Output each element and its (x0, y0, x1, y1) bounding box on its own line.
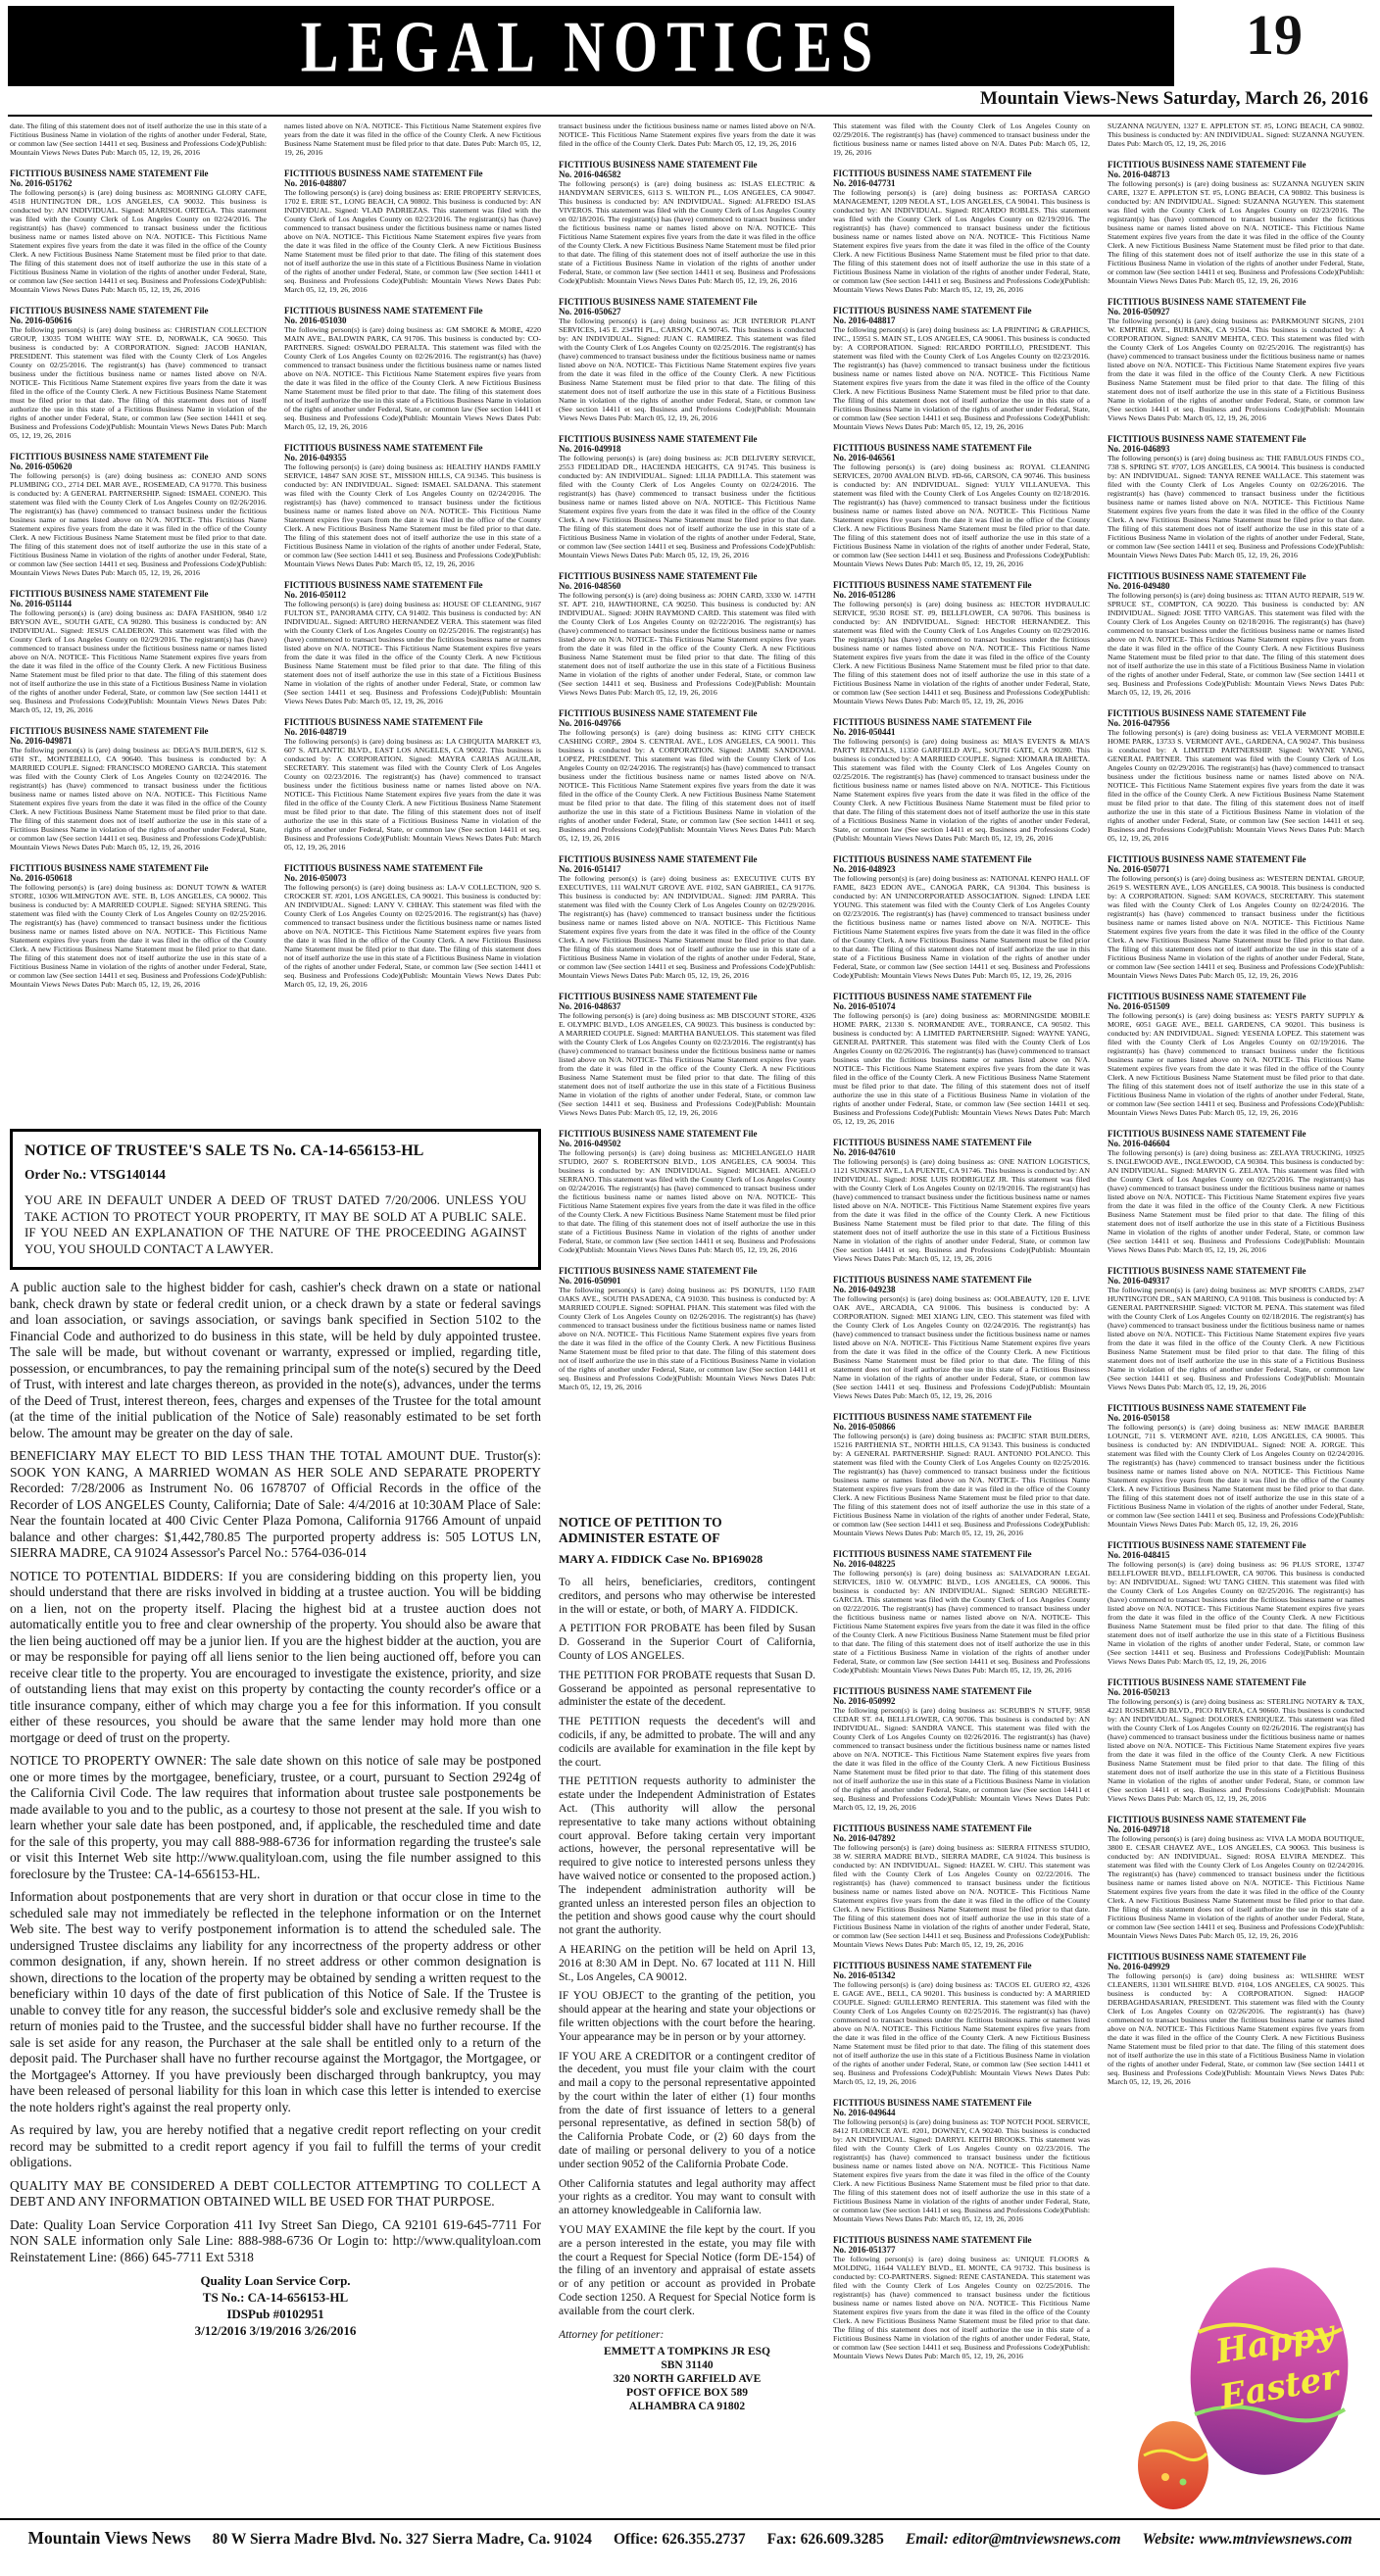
paragraph: SBN 31140 (661, 2358, 714, 2371)
footer-website: Website: www.mtnviewsnews.com (1142, 2531, 1353, 2548)
fbn-notice (1108, 1677, 1364, 1803)
fbn-notice (833, 1961, 1090, 2086)
fbn-notice-file-number: No. 2016-047956 (1108, 718, 1170, 728)
fbn-notice (10, 306, 267, 440)
fbn-notice (284, 443, 541, 568)
paragraph: IF YOU OBJECT to the granting of the petition, you should appear at the hearing and state your objections or file written objections with the court before the hearing. Your appearance may be in person or by your attorney. (559, 1990, 815, 2043)
fbn-notice-body: The following person(s) is (are) doing business as: NATIONAL KENPO HALL OF FAME, 8423 EDON AVE., CANOGA PARK, CA 91304. This business is conducted by: AN UNINCORPORATED ASSOCIATION. Signed: LINDA LEE YOUNG. This statement was filed with the County Clerk of Los Angeles County on 02/23/2016. The registrant(s) has (have) commenced to transact business under the fictitious business name or names listed above on N/A. NOTICE- This Fictitious Name Statement expires five years from the date it was filed in the office of the County Clerk. A new Fictitious Business Name Statement must be filed prior to that date. The filing of this statement does not of itself authorize the use in this state of a Fictitious Business Name in violation of the rights of another under Federal, State, or common law (See section 14411 et seq. Business and Professions Code)(Publish: Mountain Views News Dates Pub: March 05, 12, 19, 26, 2016 (833, 874, 1090, 980)
fbn-notice-heading: FICTITIOUS BUSINESS NAME STATEMENT File (10, 589, 209, 599)
fbn-notice-file-number: No. 2016-048807 (284, 178, 347, 188)
fbn-notice-body: The following person(s) is (are) doing business as: ERIE PROPERTY SERVICES, 1702 E. ERIE ST., LONG BEACH, CA 90802. This business is conducted by: AN INDIVIDUAL. Signed: VLAD PADRIEZAS. This statement was filed with the County Clerk of Los Angeles County on 02/23/2016. The registrant(s) has (have) commenced to transact business under the fictitious business name or names listed above on N/A. NOTICE- This Fictitious Name Statement expires five years from the date it was filed in the office of the County Clerk. A new Fictitious Business Name Statement must be filed prior to that date. The filing of this statement does not of itself authorize the use in this state of a Fictitious Business Name in violation of the rights of another under Federal, State, or common law (See section 14411 et seq. Business and Professions Code)(Publish: Mountain Views News Dates Pub: March 05, 12, 19, 26, 2016 (284, 188, 541, 294)
fbn-notice-file-number: No. 2016-050073 (284, 873, 347, 883)
paragraph: IF YOU ARE A CREDITOR or a contingent creditor of the decedent, you must file your claim with the court and mail a copy to the personal representative appointed by the court within the later of either (1) four months from the date of first issuance of letters to a general personal representative, as defined in section 58(b) of the California Probate Code, or (2) 60 days from the date of mailing or personal delivery to you of a notice under section 9052 of the California Probate Code. (559, 2050, 815, 2170)
footer-office-phone: Office: 626.355.2737 (613, 2531, 746, 2548)
fbn-notice-body: The following person(s) is (are) doing business as: SUZANNA NGUYEN SKIN CARE, 1327 E. APPLETON ST. #5, LONG BEACH, CA 90802. This business is conducted by: AN INDIVIDUAL. Signed: SUZANNA NGUYEN. This statement was filed with the County Clerk of Los Angeles County on 02/23/2016. The registrant(s) has (have) commenced to transact business under the fictitious business name or names listed above on N/A. NOTICE- This Fictitious Name Statement expires five years from the date it was filed in the office of the County Clerk. A new Fictitious Business Name Statement must be filed prior to that date. The filing of this statement does not of itself authorize the use in this state of a Fictitious Business Name in violation of the rights of another under Federal, State, or common law (See section 14411 et seq. Business and Professions Code)(Publish: Mountain Views News Dates Pub: March 05, 12, 19, 26, 2016 (1108, 179, 1364, 285)
fbn-notice-heading: FICTITIOUS BUSINESS NAME STATEMENT File (833, 2098, 1032, 2108)
fbn-notice-body: The following person(s) is (are) doing business as: LA CHIQUITA MARKET #3, 607 S. ATLANTIC BLVD., EAST LOS ANGELES, CA 90022. This business is conducted by: A CORPORATION. Signed: MAYRA CARIAS AGUILAR, SECRETARY. This statement was filed with the County Clerk of Los Angeles County on 02/23/2016. The registrant(s) has (have) commenced to transact business under the fictitious business name or names listed above on N/A. NOTICE- This Fictitious Name Statement expires five years from the date it was filed in the office of the County Clerk. A new Fictitious Business Name Statement must be filed prior to that date. The filing of this statement does not of itself authorize the use in this state of a Fictitious Business Name in violation of the rights of another under Federal, State, or common law (See section 14411 et seq. Business and Professions Code)(Publish: Mountain Views News Dates Pub: March 05, 12, 19, 26, 2016 (284, 737, 541, 851)
fbn-notice-heading: FICTITIOUS BUSINESS NAME STATEMENT File (10, 726, 209, 736)
fbn-notice-heading: FICTITIOUS BUSINESS NAME STATEMENT File (833, 1275, 1032, 1285)
notice-continuation: transact business under the fictitious business name or names listed above on N/A. NOTICE- This Fictitious Name Statement expires five years from the date it was filed in the office of the County Clerk. Dates Pub: March 05, 12, 19, 26, 2016 (559, 122, 815, 148)
fbn-notice-body: The following person(s) is (are) doing business as: DONUT TOWN & WATER STORE, 10306 WILMINGTON AVE. STE. B, LOS ANGELES, CA 90002. This business is conducted by: A MARRIED COUPLE. Signed: SEYHA SRENG. This statement was filed with the County Clerk of Los Angeles County on 02/25/2016. The registrant(s) has (have) commenced to transact business under the fictitious business name or names listed above on N/A. NOTICE- This Fictitious Name Statement expires five years from the date it was filed in the office of the County Clerk. A new Fictitious Business Name Statement must be filed prior to that date. The filing of this statement does not of itself authorize the use in this state of a Fictitious Business Name in violation of the rights of another under Federal, State, or common law (See section 14411 et seq. Business and Professions Code)(Publish: Mountain Views News Dates Pub: March 05, 12, 19, 26, 2016 (10, 883, 267, 989)
fbn-notice-body: The following person(s) is (are) doing business as: MICHELANGELO HAIR STUDIO, 2607 S. ROBERTSON BLVD., LOS ANGELES, CA 90034. This business is conducted by: AN INDIVIDUAL. Signed: MICHAEL ANGELO SERRANO. This statement was filed with the County Clerk of Los Angeles County on 02/24/2016. The registrant(s) has (have) commenced to transact business under the fictitious business name or names listed above on N/A. NOTICE- This Fictitious Name Statement expires five years from the date it was filed in the office of the County Clerk. A new Fictitious Business Name Statement must be filed prior to that date. The filing of this statement does not of itself authorize the use in this state of a Fictitious Business Name in violation of the rights of another under Federal, State, or common law (See section 14411 et seq. Business and Professions Code)(Publish: Mountain Views News Dates Pub: March 05, 12, 19, 26, 2016 (559, 1148, 815, 1254)
fbn-notice-file-number: No. 2016-048923 (833, 864, 896, 874)
fbn-notice (559, 297, 815, 422)
fbn-notice-heading: FICTITIOUS BUSINESS NAME STATEMENT File (284, 306, 483, 316)
petition-heading-line2: ADMINISTER ESTATE OF (559, 1531, 720, 1545)
fbn-notice-file-number: No. 2016-046893 (1108, 444, 1170, 454)
fbn-notice-file-number: No. 2016-051030 (284, 316, 347, 325)
fbn-notice-body: The following person(s) is (are) doing business as: ISLAS ELECTRIC & HANDYMAN SERVICES, 6113 S. WILTON PL., LOS ANGELES, CA 90047. This business is conducted by: AN INDIVIDUAL. Signed: ALFREDO ISLAS VIVEROS. This statement was filed with the County Clerk of Los Angeles County on 02/18/2016. The registrant(s) has (have) commenced to transact business under the fictitious business name or names listed above on N/A. NOTICE- This Fictitious Name Statement expires five years from the date it was filed in the office of the County Clerk. A new Fictitious Business Name Statement must be filed prior to that date. The filing of this statement does not of itself authorize the use in this state of a Fictitious Business Name in violation of the rights of another under Federal, State, or common law (See section 14411 et seq. Business and Professions Code)(Publish: Mountain Views News Dates Pub: March 05, 12, 19, 26, 2016 (559, 179, 815, 285)
page-number: 19 (1246, 3, 1303, 67)
paragraph: EMMETT A TOMPKINS JR ESQ (604, 2345, 770, 2357)
fbn-notice-file-number: No. 2016-051144 (10, 599, 72, 608)
fbn-notice-body: The following person(s) is (are) doing business as: THE FABULOUS FINDS CO., 738 S. SPRING ST. #707, LOS ANGELES, CA 90014. This business is conducted by: AN INDIVIDUAL. Signed: TANYA RENEE WALLACE. This statement was filed with the County Clerk of Los Angeles County on 02/26/2016. The registrant(s) has (have) commenced to transact business under the fictitious business name or names listed above on N/A. NOTICE- This Fictitious Name Statement expires five years from the date it was filed in the office of the County Clerk. A new Fictitious Business Name Statement must be filed prior to that date. The filing of this statement does not of itself authorize the use in this state of a Fictitious Business Name in violation of the rights of another under Federal, State, or common law (See section 14411 et seq. Business and Professions Code)(Publish: Mountain Views News Dates Pub: March 05, 12, 19, 26, 2016 (1108, 454, 1364, 559)
fbn-notice-file-number: No. 2016-048817 (833, 316, 896, 325)
fbn-notice-heading: FICTITIOUS BUSINESS NAME STATEMENT File (833, 1138, 1032, 1147)
fbn-notice-heading: FICTITIOUS BUSINESS NAME STATEMENT File (559, 1266, 758, 1276)
paragraph: ALHAMBRA CA 91802 (628, 2400, 746, 2412)
trustee-sale-body (10, 1280, 541, 2265)
fbn-notice (1108, 708, 1364, 843)
fbn-notice-file-number: No. 2016-051377 (833, 2245, 896, 2255)
fbn-notice-heading: FICTITIOUS BUSINESS NAME STATEMENT File (833, 854, 1032, 864)
petition-case-number: MARY A. FIDDICK Case No. BP169028 (559, 1552, 764, 1566)
fbn-notice-body: The following person(s) is (are) doing business as: MORNINGSIDE MOBILE HOME PARK, 21330 S. NORMANDIE AVE., TORRANCE, CA 90502. This business is conducted by: A LIMITED PARTNERSHIP. Signed: WAYNE YANG, GENERAL PARTNER. This statement was filed with the County Clerk of Los Angeles County on 02/26/2016. The registrant(s) has (have) commenced to transact business under the fictitious business name or names listed above on N/A. NOTICE- This Fictitious Name Statement expires five years from the date it was filed in the office of the County Clerk. A new Fictitious Business Name Statement must be filed prior to that date. The filing of this statement does not of itself authorize the use in this state of a Fictitious Business Name in violation of the rights of another under Federal, State, or common law (See section 14411 et seq. Business and Professions Code)(Publish: Mountain Views News Dates Pub: March 05, 12, 19, 26, 2016 (833, 1011, 1090, 1126)
notice-column-5 (1108, 122, 1364, 2238)
fbn-notice (284, 306, 541, 431)
fbn-notice-heading: FICTITIOUS BUSINESS NAME STATEMENT File (559, 571, 758, 581)
fbn-notice-body: The following person(s) is (are) doing business as: JOHN CARD, 3330 W. 147TH ST. APT. 210, HAWTHORNE, CA 90250. This business is conducted by: AN INDIVIDUAL. Signed: JOHN RAYMOND CARD. This statement was filed with the County Clerk of Los Angeles County on 02/22/2016. The registrant(s) has (have) commenced to transact business under the fictitious business name or names listed above on N/A. NOTICE- This Fictitious Name Statement expires five years from the date it was filed in the office of the County Clerk. A new Fictitious Business Name Statement must be filed prior to that date. The filing of this statement does not of itself authorize the use in this state of a Fictitious Business Name in violation of the rights of another under Federal, State, or common law (See section 14411 et seq. Business and Professions Code)(Publish: Mountain Views News Dates Pub: March 05, 12, 19, 26, 2016 (559, 591, 815, 697)
paragraph: 3/12/2016 3/19/2016 3/26/2016 (194, 2323, 357, 2338)
notice-column-4 (833, 122, 1090, 2508)
notice-continuation: date. The filing of this statement does not of itself authorize the use in this state of a Fictitious Business Name in violation of the rights of another under Federal, State, or common law (See section 14411 et seq. Business and Professions Code)(Publish: Mountain Views News Dates Pub: March 05, 12, 19, 26, 2016 (10, 122, 267, 157)
paragraph: TS No.: CA-14-656153-HL (202, 2290, 349, 2305)
paragraph: IDSPub #0102951 (226, 2307, 324, 2321)
fbn-notice-heading: FICTITIOUS BUSINESS NAME STATEMENT File (284, 169, 483, 178)
fbn-notice (284, 717, 541, 851)
fbn-notice-body: The following person(s) is (are) doing business as: DAFA FASHION, 9840 1/2 BRYSON AVE., SOUTH GATE, CA 90280. This business is conducted by: AN INDIVIDUAL. Signed: JESUS CALDERON. This statement was filed with the County Clerk of Los Angeles County on 02/29/2016. The registrant(s) has (have) commenced to transact business under the fictitious business name or names listed above on N/A. NOTICE- This Fictitious Name Statement expires five years from the date it was filed in the office of the County Clerk. A new Fictitious Business Name Statement must be filed prior to that date. The filing of this statement does not of itself authorize the use in this state of a Fictitious Business Name in violation of the rights of another under Federal, State, or common law (See section 14411 et seq. Business and Professions Code)(Publish: Mountain Views News Dates Pub: March 05, 12, 19, 26, 2016 (10, 608, 267, 714)
fbn-notice-file-number: No. 2016-049718 (1108, 1824, 1170, 1834)
fbn-notice-heading: FICTITIOUS BUSINESS NAME STATEMENT File (10, 452, 209, 462)
fbn-notice-heading: FICTITIOUS BUSINESS NAME STATEMENT File (1108, 1952, 1306, 1962)
easter-text-easter: Easter (1216, 2357, 1343, 2417)
fbn-notice (1108, 571, 1364, 697)
fbn-notice (1108, 1815, 1364, 1940)
fbn-notice (559, 1129, 815, 1254)
fbn-notice (284, 169, 541, 294)
fbn-notice-heading: FICTITIOUS BUSINESS NAME STATEMENT File (1108, 1129, 1306, 1139)
small-egg-shape (1138, 2421, 1208, 2509)
paragraph: A HEARING on the petition will be held on April 13, 2016 at 8:30 AM in Dept. No. 67 located at 111 N. Hill St., Los Angeles, CA 90012. (559, 1943, 815, 1983)
fbn-notice-body: The following person(s) is (are) doing business as: TOP NOTCH POOL SERVICE, 8412 FLORENCE AVE. #201, DOWNEY, CA 90240. This business is conducted by: AN INDIVIDUAL. Signed: DARRYL KEITH BROOKS. This statement was filed with the County Clerk of Los Angeles County on 02/23/2016. The registrant(s) has (have) commenced to transact business under the fictitious business name or names listed above on N/A. NOTICE- This Fictitious Name Statement expires five years from the date it was filed in the office of the County Clerk. A new Fictitious Business Name Statement must be filed prior to that date. The filing of this statement does not of itself authorize the use in this state of a Fictitious Business Name in violation of the rights of another under Federal, State, or common law (See section 14411 et seq. Business and Professions Code)(Publish: Mountain Views News Dates Pub: March 05, 12, 19, 26, 2016 (833, 2117, 1090, 2223)
trustee-sale-footer (10, 2272, 541, 2339)
paragraph: Information about postponements that are very short in duration or that occur close in time to the scheduled sale may not immediately be reflected in the telephone information or on the Internet Web site. The best way to verify postponement information is to attend the scheduled sale. The undersigned Trustee disclaims any liability for any incorrectness of the property address or other common designation, if any, shown herein. If no street address or other common designation is shown, directions to the location of the property may be obtained by sending a written request to the beneficiary within 10 days of the date of first publication of this Notice of Sale. If the Trustee is unable to convey title for any reason, the successful bidder's sole and exclusive remedy shall be the return of monies paid to the Trustee, and the successful bidder shall have no further recourse. If the sale is set aside for any reason, the Purchaser at the sale shall be entitled only to a return of the deposit paid. The Purchaser shall have no further recourse against the Mortgagor, the Mortgagee, or the Mortgagee's Attorney. If you have previously been discharged through bankruptcy, you may have been released of personal liability for this loan in which case this letter is intended to exercise the note holders right's against the real property only. (10, 1889, 541, 2114)
fbn-notice-file-number: No. 2016-050866 (833, 1422, 896, 1432)
small-egg-dot-2 (1180, 2479, 1187, 2486)
fbn-notice-body: The following person(s) is (are) doing business as: ROYAL CLEANING SERVICES, 20700 AVALON BLVD. #D-66, CARSON, CA 90746. This business is conducted by: AN INDIVIDUAL. Signed: YULY VILLANUEVA. This statement was filed with the County Clerk of Los Angeles County on 02/18/2016. The registrant(s) has (have) commenced to transact business under the fictitious business name or names listed above on N/A. NOTICE- This Fictitious Name Statement expires five years from the date it was filed in the office of the County Clerk. A new Fictitious Business Name Statement must be filed prior to that date. The filing of this statement does not of itself authorize the use in this state of a Fictitious Business Name in violation of the rights of another under Federal, State, or common law (See section 14411 et seq. Business and Professions Code)(Publish: Mountain Views News Dates Pub: March 05, 12, 19, 26, 2016 (833, 462, 1090, 568)
fbn-notice-file-number: No. 2016-050616 (10, 316, 73, 325)
fbn-notice (833, 1686, 1090, 1812)
fbn-notice (833, 2098, 1090, 2223)
fbn-notice-body: The following person(s) is (are) doing business as: OOLABEAUTY, 120 E. LIVE OAK AVE., ARCADIA, CA 91006. This business is conducted by: A CORPORATION. Signed: MEI XIANG LIN, CEO. This statement was filed with the County Clerk of Los Angeles County on 02/24/2016. The registrant(s) has (have) commenced to transact business under the fictitious business name or names listed above on N/A. NOTICE- This Fictitious Name Statement expires five years from the date it was filed in the office of the County Clerk. A new Fictitious Business Name Statement must be filed prior to that date. The filing of this statement does not of itself authorize the use in this state of a Fictitious Business Name in violation of the rights of another under Federal, State, or common law (See section 14411 et seq. Business and Professions Code)(Publish: Mountain Views News Dates Pub: March 05, 12, 19, 26, 2016 (833, 1294, 1090, 1400)
fbn-notice-file-number: No. 2016-050627 (559, 307, 621, 316)
fbn-notice-file-number: No. 2016-048415 (1108, 1550, 1170, 1560)
petition-heading-line1: NOTICE OF PETITION TO (559, 1515, 722, 1530)
fbn-notice-heading: FICTITIOUS BUSINESS NAME STATEMENT File (833, 580, 1032, 590)
fbn-notice-file-number: No. 2016-048560 (559, 581, 621, 591)
fbn-notice-file-number: No. 2016-049480 (1108, 581, 1170, 591)
fbn-notice (10, 863, 267, 989)
fbn-notice (833, 443, 1090, 568)
notice-column-2 (284, 122, 541, 1119)
fbn-notice-body: The following person(s) is (are) doing business as: PARKMOUNT SIGNS, 2101 W. EMPIRE AVE., BURBANK, CA 91504. This business is conducted by: A CORPORATION. Signed: SANJIV MEHTA, CEO. This statement was filed with the County Clerk of Los Angeles County on 02/25/2016. The registrant(s) has (have) commenced to transact business under the fictitious business name or names listed above on N/A. NOTICE- This Fictitious Name Statement expires five years from the date it was filed in the office of the County Clerk. A new Fictitious Business Name Statement must be filed prior to that date. The filing of this statement does not of itself authorize the use in this state of a Fictitious Business Name in violation of the rights of another under Federal, State, or common law (See section 14411 et seq. Business and Professions Code)(Publish: Mountain Views News Dates Pub: March 05, 12, 19, 26, 2016 (1108, 316, 1364, 422)
fbn-notice-body: The following person(s) is (are) doing business as: EXECUTIVE CUTS BY EXECUTIVES, 111 WALNUT GROVE AVE. #102, SAN GABRIEL, CA 91776. This business is conducted by: AN INDIVIDUAL. Signed: JIM PARRA. This statement was filed with the County Clerk of Los Angeles County on 02/29/2016. The registrant(s) has (have) commenced to transact business under the fictitious business name or names listed above on N/A. NOTICE- This Fictitious Name Statement expires five years from the date it was filed in the office of the County Clerk. A new Fictitious Business Name Statement must be filed prior to that date. The filing of this statement does not of itself authorize the use in this state of a Fictitious Business Name in violation of the rights of another under Federal, State, or common law (See section 14411 et seq. Business and Professions Code)(Publish: Mountain Views News Dates Pub: March 05, 12, 19, 26, 2016 (559, 874, 815, 980)
fbn-notice-body: The following person(s) is (are) doing business as: HEALTHY HANDS FAMILY SERVICE, 14847 SAN JOSE ST., MISSION HILLS, CA 91345. This business is conducted by: AN INDIVIDUAL. Signed: ISMAEL SALDANA. This statement was filed with the County Clerk of Los Angeles County on 02/24/2016. The registrant(s) has (have) commenced to transact business under the fictitious business name or names listed above on N/A. NOTICE- This Fictitious Name Statement expires five years from the date it was filed in the office of the County Clerk. A new Fictitious Business Name Statement must be filed prior to that date. The filing of this statement does not of itself authorize the use in this state of a Fictitious Business Name in violation of the rights of another under Federal, State, or common law (See section 14411 et seq. Business and Professions Code)(Publish: Mountain Views News Dates Pub: March 05, 12, 19, 26, 2016 (284, 462, 541, 568)
paragraph: THE PETITION requests authority to administer the estate under the Independent Administration of Estates Act. (This authority will allow the personal representative to take many actions without obtaining court approval. Before taking certain very important actions, however, the personal representative will be required to give notice to interested persons unless they have waived notice or consented to the proposed action.) The independent administration authority will be granted unless an interested person files an objection to the petition and shows good cause why the court should not grant the authority. (559, 1775, 815, 1937)
fbn-notice-heading: FICTITIOUS BUSINESS NAME STATEMENT File (1108, 1815, 1306, 1824)
fbn-notice (833, 1412, 1090, 1537)
fbn-notice-body: The following person(s) is (are) doing business as: SALVADORAN LEGAL SERVICES, 1810 W. OLYMPIC BLVD., LOS ANGELES, CA 90006. This business is conducted by: AN INDIVIDUAL. Signed: SERGIO NEGRETE-GARCIA. This statement was filed with the County Clerk of Los Angeles County on 02/22/2016. The registrant(s) has (have) commenced to transact business under the fictitious business name or names listed above on N/A. NOTICE- This Fictitious Name Statement expires five years from the date it was filed in the office of the County Clerk. A new Fictitious Business Name Statement must be filed prior to that date. The filing of this statement does not of itself authorize the use in this state of a Fictitious Business Name in violation of the rights of another under Federal, State, or common law (See section 14411 et seq. Business and Professions Code)(Publish: Mountain Views News Dates Pub: March 05, 12, 19, 26, 2016 (833, 1569, 1090, 1675)
fbn-notice-file-number: No. 2016-050992 (833, 1696, 896, 1706)
notice-continuation: This statement was filed with the County Clerk of Los Angeles County on 02/29/2016. The registrant(s) has (have) commenced to transact business under the fictitious business name or names listed above on N/A. Dates Pub: March 05, 12, 19, 26, 2016 (833, 122, 1090, 157)
fbn-notice-heading: FICTITIOUS BUSINESS NAME STATEMENT File (10, 863, 209, 873)
paragraph: BENEFICIARY MAY ELECT TO BID LESS THAN THE TOTAL AMOUNT DUE. Trustor(s): SOOK YON KANG, A MARRIED WOMAN AS HER SOLE AND SEPARATE PROPERTY Recorded: 7/28/2006 as Instrument No. 06 1678707 of Official Records in the office of the Recorder of LOS ANGELES County, California; Date of Sale: 4/4/2016 at 10:30AM Place of Sale: Near the fountain located at 400 Civic Center Plaza Pomona, California 91766 Amount of unpaid balance and other charges: $1,442,780.85 The purported property address is: 505 LOTUS LN, SIERRA MADRE, CA 91024 Assessor's Parcel No.: 5764-036-014 (10, 1448, 541, 1560)
fbn-notice-body: The following person(s) is (are) doing business as: SIERRA FITNESS STUDIO, 38 W. SIERRA MADRE BLVD., SIERRA MADRE, CA 91024. This business is conducted by: AN INDIVIDUAL. Signed: HAZEL W. CHU. This statement was filed with the County Clerk of Los Angeles County on 02/22/2016. The registrant(s) has (have) commenced to transact business under the fictitious business name or names listed above on N/A. NOTICE- This Fictitious Name Statement expires five years from the date it was filed in the office of the County Clerk. A new Fictitious Business Name Statement must be filed prior to that date. The filing of this statement does not of itself authorize the use in this state of a Fictitious Business Name in violation of the rights of another under Federal, State, or common law (See section 14411 et seq. Business and Professions Code)(Publish: Mountain Views News Dates Pub: March 05, 12, 19, 26, 2016 (833, 1843, 1090, 1949)
fbn-notice (833, 306, 1090, 431)
paragraph: THE PETITION requests the decedent's will and codicils, if any, be admitted to probate. The will and any codicils are available for examination in the file kept by the court. (559, 1716, 815, 1769)
petition-notice (559, 1515, 815, 2508)
fbn-notice-file-number: No. 2016-051286 (833, 590, 896, 600)
fbn-notice-heading: FICTITIOUS BUSINESS NAME STATEMENT File (559, 297, 758, 307)
fbn-notice (559, 854, 815, 980)
fbn-notice-file-number: No. 2016-051074 (833, 1001, 896, 1011)
fbn-notice (10, 726, 267, 851)
fbn-notice-body: The following person(s) is (are) doing business as: HOUSE OF CLEANING, 9167 FULTON ST., PANORAMA CITY, CA 91402. This business is conducted by: AN INDIVIDUAL. Signed: ARTURO HERNANDEZ VERA. This statement was filed with the County Clerk of Los Angeles County on 02/25/2016. The registrant(s) has (have) commenced to transact business under the fictitious business name or names listed above on N/A. NOTICE- This Fictitious Name Statement expires five years from the date it was filed in the office of the County Clerk. A new Fictitious Business Name Statement must be filed prior to that date. The filing of this statement does not of itself authorize the use in this state of a Fictitious Business Name in violation of the rights of another under Federal, State, or common law (See section 14411 et seq. Business and Professions Code)(Publish: Mountain Views News Dates Pub: March 05, 12, 19, 26, 2016 (284, 600, 541, 705)
fbn-notice-body: The following person(s) is (are) doing business as: CHRISTIAN COLLECTION GROUP, 13035 TOM WHITE WAY STE. D, NORWALK, CA 90650. This business is conducted by: A CORPORATION. Signed: JACOB HANIAN, PRESIDENT. This statement was filed with the County Clerk of Los Angeles County on 02/25/2016. The registrant(s) has (have) commenced to transact business under the fictitious business name or names listed above on N/A. NOTICE- This Fictitious Name Statement expires five years from the date it was filed in the office of the County Clerk. A new Fictitious Business Name Statement must be filed prior to that date. The filing of this statement does not of itself authorize the use in this state of a Fictitious Business Name in violation of the rights of another under Federal, State, or common law (See section 14411 et seq. Business and Professions Code)(Publish: Mountain Views News Dates Pub: March 05, 12, 19, 26, 2016 (10, 325, 267, 440)
paragraph: A public auction sale to the highest bidder for cash, cashier's check drawn on a state or national bank, check drawn by state or federal credit union, or a check drawn by a state or federal savings and loan association, or savings association, or savings bank specified in Section 5102 to the Financial Code and authorized to do business in this state, will be held by duly appointed trustee. The sale will be made, but without covenant or warranty, expressed or implied, regarding title, possession, or encumbrances, to pay the remaining principal sum of the note(s) secured by the Deed of Trust, with interest and late charges thereon, as provided in the note(s), advances, under the terms of the Deed of Trust, interest thereon, fees, charges and expenses of the Trustee for the total amount (at the time of the initial publication of the Notice of Sale) reasonably estimated to be set forth below. The amount may be greater on the day of sale. (10, 1280, 541, 1440)
paragraph: As required by law, you are hereby notified that a negative credit report reflecting on your credit record may be submitted to a credit report agency if you fail to fulfill the terms of your credit obligations. (10, 2122, 541, 2169)
attorney-block (559, 2329, 815, 2413)
paragraph: To all heirs, beneficiaries, creditors, contingent creditors, and persons who may otherwise be interested in the will or estate, or both, of MARY A. FIDDICK. (559, 1577, 815, 1616)
fbn-notice-body: The following person(s) is (are) doing business as: DEGA'S BUILDER'S, 612 S. 6TH ST., MONTEBELLO, CA 90640. This business is conducted by: A MARRIED COUPLE. Signed: FRANCISCO MORENO GARCIA. This statement was filed with the County Clerk of Los Angeles County on 02/24/2016. The registrant(s) has (have) commenced to transact business under the fictitious business name or names listed above on N/A. NOTICE- This Fictitious Name Statement expires five years from the date it was filed in the office of the County Clerk. A new Fictitious Business Name Statement must be filed prior to that date. The filing of this statement does not of itself authorize the use in this state of a Fictitious Business Name in violation of the rights of another under Federal, State, or common law (See section 14411 et seq. Business and Professions Code)(Publish: Mountain Views News Dates Pub: March 05, 12, 19, 26, 2016 (10, 746, 267, 851)
fbn-notice (559, 571, 815, 697)
fbn-notice-file-number: No. 2016-050901 (559, 1276, 621, 1286)
fbn-notice-file-number: No. 2016-050112 (284, 590, 346, 600)
fbn-notice-file-number: No. 2016-050158 (1108, 1413, 1170, 1423)
fbn-notice (1108, 992, 1364, 1117)
masthead (8, 6, 1174, 86)
fbn-notice-heading: FICTITIOUS BUSINESS NAME STATEMENT File (833, 306, 1032, 316)
trustee-sale-notice (10, 1129, 541, 2508)
fbn-notice-body: The following person(s) is (are) doing business as: KING CITY CHECK CASHING CORP., 2804 S. CENTRAL AVE., LOS ANGELES, CA 90011. This business is conducted by: A CORPORATION. Signed: JAIME SANDOVAL LOPEZ, PRESIDENT. This statement was filed with the County Clerk of Los Angeles County on 02/24/2016. The registrant(s) has (have) commenced to transact business under the fictitious business name or names listed above on N/A. NOTICE- This Fictitious Name Statement expires five years from the date it was filed in the office of the County Clerk. A new Fictitious Business Name Statement must be filed prior to that date. The filing of this statement does not of itself authorize the use in this state of a Fictitious Business Name in violation of the rights of another under Federal, State, or common law (See section 14411 et seq. Business and Professions Code)(Publish: Mountain Views News Dates Pub: March 05, 12, 19, 26, 2016 (559, 728, 815, 843)
fbn-notice-body: The following person(s) is (are) doing business as: NEW IMAGE BARBER LOUNGE, 711 S. VERMONT AVE. #210, LOS ANGELES, CA 90005. This business is conducted by: AN INDIVIDUAL. Signed: NOE A. JORGE. This statement was filed with the County Clerk of Los Angeles County on 02/24/2016. The registrant(s) has (have) commenced to transact business under the fictitious business name or names listed above on N/A. NOTICE- This Fictitious Name Statement expires five years from the date it was filed in the office of the County Clerk. A new Fictitious Business Name Statement must be filed prior to that date. The filing of this statement does not of itself authorize the use in this state of a Fictitious Business Name in violation of the rights of another under Federal, State, or common law (See section 14411 et seq. Business and Professions Code)(Publish: Mountain Views News Dates Pub: March 05, 12, 19, 26, 2016 (1108, 1423, 1364, 1529)
fbn-notice-body: The following person(s) is (are) doing business as: STERLING NOTARY & TAX, 4221 ROSEMEAD BLVD., PICO RIVERA, CA 90660. This business is conducted by: AN INDIVIDUAL. Signed: DOLORES ENRIQUEZ. This statement was filed with the County Clerk of Los Angeles County on 02/26/2016. The registrant(s) has (have) commenced to transact business under the fictitious business name or names listed above on N/A. NOTICE- This Fictitious Name Statement expires five years from the date it was filed in the office of the County Clerk. A new Fictitious Business Name Statement must be filed prior to that date. The filing of this statement does not of itself authorize the use in this state of a Fictitious Business Name in violation of the rights of another under Federal, State, or common law (See section 14411 et seq. Business and Professions Code)(Publish: Mountain Views News Dates Pub: March 05, 12, 19, 26, 2016 (1108, 1697, 1364, 1803)
fbn-notice-file-number: No. 2016-049766 (559, 718, 621, 728)
fbn-notice-body: The following person(s) is (are) doing business as: WESTERN DENTAL GROUP, 2619 S. WESTERN AVE., LOS ANGELES, CA 90018. This business is conducted by: A CORPORATION. Signed: SAM KOVACS, SECRETARY. This statement was filed with the County Clerk of Los Angeles County on 02/24/2016. The registrant(s) has (have) commenced to transact business under the fictitious business name or names listed above on N/A. NOTICE- This Fictitious Name Statement expires five years from the date it was filed in the office of the County Clerk. A new Fictitious Business Name Statement must be filed prior to that date. The filing of this statement does not of itself authorize the use in this state of a Fictitious Business Name in violation of the rights of another under Federal, State, or common law (See section 14411 et seq. Business and Professions Code)(Publish: Mountain Views News Dates Pub: March 05, 12, 19, 26, 2016 (1108, 874, 1364, 980)
fbn-notice-heading: FICTITIOUS BUSINESS NAME STATEMENT File (1108, 1403, 1306, 1413)
fbn-notice-body: The following person(s) is (are) doing business as: ONE NATION LOGISTICS, 1121 SUNKIST AVE., LA PUENTE, CA 91746. This business is conducted by: AN INDIVIDUAL. Signed: JOSE LUIS RODRIGUEZ JR. This statement was filed with the County Clerk of Los Angeles County on 02/19/2016. The registrant(s) has (have) commenced to transact business under the fictitious business name or names listed above on N/A. NOTICE- This Fictitious Name Statement expires five years from the date it was filed in the office of the County Clerk. A new Fictitious Business Name Statement must be filed prior to that date. The filing of this statement does not of itself authorize the use in this state of a Fictitious Business Name in violation of the rights of another under Federal, State, or common law (See section 14411 et seq. Business and Professions Code)(Publish: Mountain Views News Dates Pub: March 05, 12, 19, 26, 2016 (833, 1157, 1090, 1263)
paragraph: YOU MAY EXAMINE the file kept by the court. If you are a person interested in the estate, you may file with the court a Request for Special Notice (form DE-154) of the filing of an inventory and appraisal of estate assets or of any petition or account as provided in Probate Code section 1250. A Request for Special Notice form is available from the court clerk. (559, 2224, 815, 2317)
paragraph: 320 NORTH GARFIELD AVE (613, 2372, 762, 2385)
fbn-notice-body: The following person(s) is (are) doing business as: SCRUBB'S N STUFF, 9858 CEDAR ST. #4, BELLFLOWER, CA 90706. This business is conducted by: AN INDIVIDUAL. Signed: SANDRA VANCE. This statement was filed with the County Clerk of Los Angeles County on 02/26/2016. The registrant(s) has (have) commenced to transact business under the fictitious business name or names listed above on N/A. NOTICE- This Fictitious Name Statement expires five years from the date it was filed in the office of the County Clerk. A new Fictitious Business Name Statement must be filed prior to that date. The filing of this statement does not of itself authorize the use in this state of a Fictitious Business Name in violation of the rights of another under Federal, State, or common law (See section 14411 et seq. Business and Professions Code)(Publish: Mountain Views News Dates Pub: March 05, 12, 19, 26, 2016 (833, 1706, 1090, 1812)
paragraph: Quality Loan Service Corp. (200, 2273, 351, 2288)
fbn-notice-file-number: No. 2016-050620 (10, 462, 73, 471)
fbn-notice-heading: FICTITIOUS BUSINESS NAME STATEMENT File (1108, 1677, 1306, 1687)
fbn-notice-heading: FICTITIOUS BUSINESS NAME STATEMENT File (833, 1686, 1032, 1696)
fbn-notice-file-number: No. 2016-047892 (833, 1833, 896, 1843)
fbn-notice (559, 434, 815, 559)
paragraph: THE PETITION FOR PROBATE requests that Susan D. Gosserand be appointed as personal representative to administer the estate of the decedent. (559, 1669, 815, 1709)
fbn-notice-body: The following person(s) is (are) doing business as: LA-V COLLECTION, 920 S. CROCKER ST. #201, LOS ANGELES, CA 90021. This business is conducted by: AN INDIVIDUAL. Signed: LANY V. CHHAY. This statement was filed with the County Clerk of Los Angeles County on 02/25/2016. The registrant(s) has (have) commenced to transact business under the fictitious business name or names listed above on N/A. NOTICE- This Fictitious Name Statement expires five years from the date it was filed in the office of the County Clerk. A new Fictitious Business Name Statement must be filed prior to that date. The filing of this statement does not of itself authorize the use in this state of a Fictitious Business Name in violation of the rights of another under Federal, State, or common law (See section 14411 et seq. Business and Professions Code)(Publish: Mountain Views News Dates Pub: March 05, 12, 19, 26, 2016 (284, 883, 541, 989)
fbn-notice (284, 863, 541, 989)
fbn-notice-body: The following person(s) is (are) doing business as: GM SMOKE & MORE, 4220 MAIN AVE., BALDWIN PARK, CA 91706. This business is conducted by: CO-PARTNERS. Signed: OSWALDO PERALTA. This statement was filed with the County Clerk of Los Angeles County on 02/26/2016. The registrant(s) has (have) commenced to transact business under the fictitious business name or names listed above on N/A. NOTICE- This Fictitious Name Statement expires five years from the date it was filed in the office of the County Clerk. A new Fictitious Business Name Statement must be filed prior to that date. The filing of this statement does not of itself authorize the use in this state of a Fictitious Business Name in violation of the rights of another under Federal, State, or common law (See section 14411 et seq. Business and Professions Code)(Publish: Mountain Views News Dates Pub: March 05, 12, 19, 26, 2016 (284, 325, 541, 431)
fbn-notice-file-number: No. 2016-049929 (1108, 1962, 1170, 1971)
fbn-notice (1108, 1129, 1364, 1254)
fbn-notice-body: The following person(s) is (are) doing business as: JCB DELIVERY SERVICE, 2553 FIDELIDAD DR., HACIENDA HEIGHTS, CA 91745. This business is conducted by: AN INDIVIDUAL. Signed: LILIA PADILLA. This statement was filed with the County Clerk of Los Angeles County on 02/24/2016. The registrant(s) has (have) commenced to transact business under the fictitious business name or names listed above on N/A. NOTICE- This Fictitious Name Statement expires five years from the date it was filed in the office of the County Clerk. A new Fictitious Business Name Statement must be filed prior to that date. The filing of this statement does not of itself authorize the use in this state of a Fictitious Business Name in violation of the rights of another under Federal, State, or common law (See section 14411 et seq. Business and Professions Code)(Publish: Mountain Views News Dates Pub: March 05, 12, 19, 26, 2016 (559, 454, 815, 559)
paragraph: NOTICE TO PROPERTY OWNER: The sale date shown on this notice of sale may be postponed one or more times by the mortgagee, beneficiary, trustee, or a court, pursuant to Section 2924g of the California Civil Code. The law requires that information about trustee sale postponements be made available to you and to the public, as a courtesy to those not present at the sale. If you wish to learn whether your sale date has been postponed, and, if applicable, the rescheduled time and date for the sale of this property, you may call 888-988-6736 for information regarding the trustee's sale or visit this Internet Web site http://www.qualityloan.com, using the file number assigned to this foreclosure by the Trustee: CA-14-656153-HL. (10, 1753, 541, 1881)
fbn-notice-heading: FICTITIOUS BUSINESS NAME STATEMENT File (833, 1823, 1032, 1833)
fbn-notice-heading: FICTITIOUS BUSINESS NAME STATEMENT File (284, 443, 483, 453)
fbn-notice-file-number: No. 2016-048719 (284, 727, 347, 737)
notice-continuation: names listed above on N/A. NOTICE- This Fictitious Name Statement expires five years from the date it was filed in the office of the County Clerk. A new Fictitious Business Name Statement must be filed prior to that date. Dates Pub: March 05, 12, 19, 26, 2016 (284, 122, 541, 157)
footer-paper-name: Mountain Views News (27, 2528, 191, 2548)
fbn-notice-heading: FICTITIOUS BUSINESS NAME STATEMENT File (559, 708, 758, 718)
fbn-notice (833, 2235, 1090, 2360)
fbn-notice-heading: FICTITIOUS BUSINESS NAME STATEMENT File (284, 717, 483, 727)
fbn-notice-heading: FICTITIOUS BUSINESS NAME STATEMENT File (833, 992, 1032, 1001)
fbn-notice (559, 1266, 815, 1391)
fbn-notice-heading: FICTITIOUS BUSINESS NAME STATEMENT File (559, 160, 758, 170)
fbn-notice (833, 992, 1090, 1126)
fbn-notice-heading: FICTITIOUS BUSINESS NAME STATEMENT File (559, 854, 758, 864)
fbn-notice-file-number: No. 2016-046604 (1108, 1139, 1170, 1148)
notice-column-1 (10, 122, 267, 1119)
fbn-notice (1108, 1266, 1364, 1391)
fbn-notice (10, 589, 267, 714)
fbn-notice-heading: FICTITIOUS BUSINESS NAME STATEMENT File (559, 1129, 758, 1139)
fbn-notice-heading: FICTITIOUS BUSINESS NAME STATEMENT File (833, 1412, 1032, 1422)
fbn-notice-file-number: No. 2016-047731 (833, 178, 896, 188)
fbn-notice (1108, 160, 1364, 285)
fbn-notice-heading: FICTITIOUS BUSINESS NAME STATEMENT File (833, 1961, 1032, 1970)
fbn-notice-body: The following person(s) is (are) doing business as: CONEJO AND SONS PLUMBING CO., 2714 DEL MAR AVE., ROSEMEAD, CA 91770. This business is conducted by: A GENERAL PARTNERSHIP. Signed: ISMAEL CONEJO. This statement was filed with the County Clerk of Los Angeles County on 02/26/2016. The registrant(s) has (have) commenced to transact business under the fictitious business name or names listed above on N/A. NOTICE- This Fictitious Name Statement expires five years from the date it was filed in the office of the County Clerk. A new Fictitious Business Name Statement must be filed prior to that date. The filing of this statement does not of itself authorize the use in this state of a Fictitious Business Name in violation of the rights of another under Federal, State, or common law (See section 14411 et seq. Business and Professions Code)(Publish: Mountain Views News Dates Pub: March 05, 12, 19, 26, 2016 (10, 471, 267, 577)
fbn-notice (559, 992, 815, 1117)
fbn-notice-body: The following person(s) is (are) doing business as: PS DONUTS, 1150 FAIR OAKS AVE., SOUTH PASADENA, CA 91030. This business is conducted by: A MARRIED COUPLE. Signed: SOPHAL PHAN. This statement was filed with the County Clerk of Los Angeles County on 02/26/2016. The registrant(s) has (have) commenced to transact business under the fictitious business name or names listed above on N/A. NOTICE- This Fictitious Name Statement expires five years from the date it was filed in the office of the County Clerk. A new Fictitious Business Name Statement must be filed prior to that date. The filing of this statement does not of itself authorize the use in this state of a Fictitious Business Name in violation of the rights of another under Federal, State, or common law (See section 14411 et seq. Business and Professions Code)(Publish: Mountain Views News Dates Pub: March 05, 12, 19, 26, 2016 (559, 1286, 815, 1391)
fbn-notice-heading: FICTITIOUS BUSINESS NAME STATEMENT File (1108, 708, 1306, 718)
fbn-notice-file-number: No. 2016-049238 (833, 1285, 896, 1294)
fbn-notice-file-number: No. 2016-049644 (833, 2108, 896, 2117)
fbn-notice-file-number: No. 2016-047610 (833, 1147, 896, 1157)
fbn-notice-body: The following person(s) is (are) doing business as: TACOS EL GUERO #2, 4326 E. GAGE AVE., BELL, CA 90201. This business is conducted by: A MARRIED COUPLE. Signed: GUILLERMO RENTERIA. This statement was filed with the County Clerk of Los Angeles County on 02/25/2016. The registrant(s) has (have) commenced to transact business under the fictitious business name or names listed above on N/A. NOTICE- This Fictitious Name Statement expires five years from the date it was filed in the office of the County Clerk. A new Fictitious Business Name Statement must be filed prior to that date. The filing of this statement does not of itself authorize the use in this state of a Fictitious Business Name in violation of the rights of another under Federal, State, or common law (See section 14411 et seq. Business and Professions Code)(Publish: Mountain Views News Dates Pub: March 05, 12, 19, 26, 2016 (833, 1980, 1090, 2086)
notice-column-3 (559, 122, 815, 1505)
fbn-notice-heading: FICTITIOUS BUSINESS NAME STATEMENT File (1108, 297, 1306, 307)
fbn-notice-heading: FICTITIOUS BUSINESS NAME STATEMENT File (833, 717, 1032, 727)
fbn-notice-file-number: No. 2016-050927 (1108, 307, 1170, 316)
small-egg-dot-1 (1161, 2473, 1169, 2481)
fbn-notice-body: The following person(s) is (are) doing business as: UNIQUE FLOORS & MOLDING, 11644 VALLEY BLVD., EL MONTE, CA 91732. This business is conducted by: CO-PARTNERS. Signed: RENE CASTANEDA. This statement was filed with the County Clerk of Los Angeles County on 02/25/2016. The registrant(s) has (have) commenced to transact business under the fictitious business name or names listed above on N/A. NOTICE- This Fictitious Name Statement expires five years from the date it was filed in the office of the County Clerk. A new Fictitious Business Name Statement must be filed prior to that date. The filing of this statement does not of itself authorize the use in this state of a Fictitious Business Name in violation of the rights of another under Federal, State, or common law (See section 14411 et seq. Business and Professions Code)(Publish: Mountain Views News Dates Pub: March 05, 12, 19, 26, 2016 (833, 2255, 1090, 2360)
fbn-notice-file-number: No. 2016-051342 (833, 1970, 896, 1980)
fbn-notice-file-number: No. 2016-050441 (833, 727, 896, 737)
notice-continuation: SUZANNA NGUYEN, 1327 E. APPLETON ST. #5, LONG BEACH, CA 90802. This business is conducted by: AN INDIVIDUAL. Signed: SUZANNA NGUYEN. Dates Pub: March 05, 12, 19, 26, 2016 (1108, 122, 1364, 148)
fbn-notice-heading: FICTITIOUS BUSINESS NAME STATEMENT File (1108, 1540, 1306, 1550)
fbn-notice-file-number: No. 2016-048637 (559, 1001, 621, 1011)
trustee-sale-order-number: Order No.: VTSG140144 (25, 1167, 166, 1182)
page-footer (0, 2518, 1380, 2549)
fbn-notice-file-number: No. 2016-049871 (10, 736, 73, 746)
paragraph: POST OFFICE BOX 589 (625, 2386, 749, 2399)
fbn-notice-body: The following person(s) is (are) doing business as: YESI'S PARTY SUPPLY & MORE, 6051 GAGE AVE., BELL GARDENS, CA 90201. This business is conducted by: AN INDIVIDUAL. Signed: YESENIA LOPEZ. This statement was filed with the County Clerk of Los Angeles County on 02/19/2016. The registrant(s) has (have) commenced to transact business under the fictitious business name or names listed above on N/A. NOTICE- This Fictitious Name Statement expires five years from the date it was filed in the office of the County Clerk. A new Fictitious Business Name Statement must be filed prior to that date. The filing of this statement does not of itself authorize the use in this state of a Fictitious Business Name in violation of the rights of another under Federal, State, or common law (See section 14411 et seq. Business and Professions Code)(Publish: Mountain Views News Dates Pub: March 05, 12, 19, 26, 2016 (1108, 1011, 1364, 1117)
fbn-notice-body: The following person(s) is (are) doing business as: VIVA LA MODA BOUTIQUE, 3800 E. CESAR CHAVEZ AVE., LOS ANGELES, CA 90063. This business is conducted by: AN INDIVIDUAL. Signed: ROSA ELVIRA MENDEZ. This statement was filed with the County Clerk of Los Angeles County on 02/24/2016. The registrant(s) has (have) commenced to transact business under the fictitious business name or names listed above on N/A. NOTICE- This Fictitious Name Statement expires five years from the date it was filed in the office of the County Clerk. A new Fictitious Business Name Statement must be filed prior to that date. The filing of this statement does not of itself authorize the use in this state of a Fictitious Business Name in violation of the rights of another under Federal, State, or common law (See section 14411 et seq. Business and Professions Code)(Publish: Mountain Views News Dates Pub: March 05, 12, 19, 26, 2016 (1108, 1834, 1364, 1940)
fbn-notice-body: The following person(s) is (are) doing business as: MVP SPORTS CARDS, 2347 HUNTINGTON DR., SAN MARINO, CA 91108. This business is conducted by: A GENERAL PARTNERSHIP. Signed: VICTOR M. PENA. This statement was filed with the County Clerk of Los Angeles County on 02/18/2016. The registrant(s) has (have) commenced to transact business under the fictitious business name or names listed above on N/A. NOTICE- This Fictitious Name Statement expires five years from the date it was filed in the office of the County Clerk. A new Fictitious Business Name Statement must be filed prior to that date. The filing of this statement does not of itself authorize the use in this state of a Fictitious Business Name in violation of the rights of another under Federal, State, or common law (See section 14411 et seq. Business and Professions Code)(Publish: Mountain Views News Dates Pub: March 05, 12, 19, 26, 2016 (1108, 1286, 1364, 1391)
fbn-notice-body: The following person(s) is (are) doing business as: 96 PLUS STORE, 13747 BELLFLOWER BLVD., BELLFLOWER, CA 90706. This business is conducted by: AN INDIVIDUAL. Signed: WU TANG CHEN. This statement was filed with the County Clerk of Los Angeles County on 02/25/2016. The registrant(s) has (have) commenced to transact business under the fictitious business name or names listed above on N/A. NOTICE- This Fictitious Name Statement expires five years from the date it was filed in the office of the County Clerk. A new Fictitious Business Name Statement must be filed prior to that date. The filing of this statement does not of itself authorize the use in this state of a Fictitious Business Name in violation of the rights of another under Federal, State, or common law (See section 14411 et seq. Business and Professions Code)(Publish: Mountain Views News Dates Pub: March 05, 12, 19, 26, 2016 (1108, 1560, 1364, 1666)
easter-text-happy: Happy (1212, 2312, 1338, 2372)
fbn-notice-body: The following person(s) is (are) doing business as: MIA'S EVENTS & MIA'S PARTY RENTALS, 11350 GARFIELD AVE., SOUTH GATE, CA 90280. This business is conducted by: A MARRIED COUPLE. Signed: XIOMARA IRAHETA. This statement was filed with the County Clerk of Los Angeles County on 02/25/2016. The registrant(s) has (have) commenced to transact business under the fictitious business name or names listed above on N/A. NOTICE- This Fictitious Name Statement expires five years from the date it was filed in the office of the County Clerk. A new Fictitious Business Name Statement must be filed prior to that date. The filing of this statement does not of itself authorize the use in this state of a Fictitious Business Name in violation of the rights of another under Federal, State, or common law (See section 14411 et seq. Business and Professions Code)(Publish: Mountain Views News Dates Pub: March 05, 12, 19, 26, 2016 (833, 737, 1090, 843)
footer-fax: Fax: 626.609.3285 (766, 2531, 884, 2548)
page-title: LEGAL NOTICES (300, 5, 882, 87)
fbn-notice-body: The following person(s) is (are) doing business as: HECTOR HYDRAULIC SERVICE, 9530 ROSE ST. #9, BELLFLOWER, CA 90706. This business is conducted by: AN INDIVIDUAL. Signed: HECTOR HERNANDEZ. This statement was filed with the County Clerk of Los Angeles County on 02/29/2016. The registrant(s) has (have) commenced to transact business under the fictitious business name or names listed above on N/A. NOTICE- This Fictitious Name Statement expires five years from the date it was filed in the office of the County Clerk. A new Fictitious Business Name Statement must be filed prior to that date. The filing of this statement does not of itself authorize the use in this state of a Fictitious Business Name in violation of the rights of another under Federal, State, or common law (See section 14411 et seq. Business and Professions Code)(Publish: Mountain Views News Dates Pub: March 05, 12, 19, 26, 2016 (833, 600, 1090, 705)
fbn-notice-heading: FICTITIOUS BUSINESS NAME STATEMENT File (833, 1549, 1032, 1559)
fbn-notice (833, 580, 1090, 705)
fbn-notice (10, 452, 267, 577)
trustee-sale-warning-box (10, 1129, 541, 1270)
fbn-notice-body: The following person(s) is (are) doing business as: PORTASA CARGO MANAGEMENT, 1209 NEOLA ST., LOS ANGELES, CA 90041. This business is conducted by: AN INDIVIDUAL. Signed: RICARDO ROBLES. This statement was filed with the County Clerk of Los Angeles County on 02/19/2016. The registrant(s) has (have) commenced to transact business under the fictitious business name or names listed above on N/A. NOTICE- This Fictitious Name Statement expires five years from the date it was filed in the office of the County Clerk. A new Fictitious Business Name Statement must be filed prior to that date. The filing of this statement does not of itself authorize the use in this state of a Fictitious Business Name in violation of the rights of another under Federal, State, or common law (See section 14411 et seq. Business and Professions Code)(Publish: Mountain Views News Dates Pub: March 05, 12, 19, 26, 2016 (833, 188, 1090, 294)
fbn-notice-body: The following person(s) is (are) doing business as: TITAN AUTO REPAIR, 519 W. SPRUCE ST., COMPTON, CA 90220. This business is conducted by: AN INDIVIDUAL. Signed: JOSE TITO VARGAS. This statement was filed with the County Clerk of Los Angeles County on 02/18/2016. The registrant(s) has (have) commenced to transact business under the fictitious business name or names listed above on N/A. NOTICE- This Fictitious Name Statement expires five years from the date it was filed in the office of the County Clerk. A new Fictitious Business Name Statement must be filed prior to that date. The filing of this statement does not of itself authorize the use in this state of a Fictitious Business Name in violation of the rights of another under Federal, State, or common law (See section 14411 et seq. Business and Professions Code)(Publish: Mountain Views News Dates Pub: March 05, 12, 19, 26, 2016 (1108, 591, 1364, 697)
fbn-notice (833, 717, 1090, 843)
fbn-notice-file-number: No. 2016-051762 (10, 178, 73, 188)
paragraph: NOTICE TO POTENTIAL BIDDERS: If you are considering bidding on this property lien, you should understand that there are risks involved in bidding at a trustee auction. You will be bidding on a lien, not on the property itself. Placing the highest bid at a trustee auction does not automatically entitle you to free and clear ownership of the property. You should also be aware that the lien being auctioned off may be a junior lien. If you are the highest bidder at the auction, you are or may be responsible for paying off all liens senior to the lien being auctioned off, before you can receive clear title to the property. You are encouraged to investigate the existence, priority, and size of outstanding liens that may exist on this property by contacting the county recorder's office or a title insurance company, either of which may charge you a fee for this information. If you consult either of these resources, you should be aware that the same lender may hold more than one mortgage or deed of trust on the property. (10, 1568, 541, 1745)
fbn-notice-file-number: No. 2016-050618 (10, 873, 73, 883)
trustee-sale-title: NOTICE OF TRUSTEE'S SALE TS No. CA-14-656153-HL (25, 1142, 424, 1159)
footer-address: 80 W Sierra Madre Blvd. No. 327 Sierra Madre, Ca. 91024 (212, 2531, 592, 2548)
attorney-label: Attorney for petitioner: (559, 2328, 665, 2341)
header-rule (8, 115, 1372, 117)
fbn-notice (1108, 1540, 1364, 1666)
fbn-notice (833, 1138, 1090, 1263)
fbn-notice-heading: FICTITIOUS BUSINESS NAME STATEMENT File (559, 992, 758, 1001)
fbn-notice (10, 169, 267, 294)
fbn-notice-heading: FICTITIOUS BUSINESS NAME STATEMENT File (10, 169, 209, 178)
fbn-notice-heading: FICTITIOUS BUSINESS NAME STATEMENT File (1108, 160, 1306, 170)
footer-email: Email: editor@mtnviewsnews.com (905, 2531, 1121, 2548)
fbn-notice-body: The following person(s) is (are) doing business as: PACIFIC STAR BUILDERS, 15216 PARTHENIA ST., NORTH HILLS, CA 91343. This business is conducted by: A GENERAL PARTNERSHIP. Signed: RAUL ANTONIO POLANCO. This statement was filed with the County Clerk of Los Angeles County on 02/25/2016. The registrant(s) has (have) commenced to transact business under the fictitious business name or names listed above on N/A. NOTICE- This Fictitious Name Statement expires five years from the date it was filed in the office of the County Clerk. A new Fictitious Business Name Statement must be filed prior to that date. The filing of this statement does not of itself authorize the use in this state of a Fictitious Business Name in violation of the rights of another under Federal, State, or common law (See section 14411 et seq. Business and Professions Code)(Publish: Mountain Views News Dates Pub: March 05, 12, 19, 26, 2016 (833, 1432, 1090, 1537)
fbn-notice-heading: FICTITIOUS BUSINESS NAME STATEMENT File (284, 580, 483, 590)
fbn-notice (1108, 1952, 1364, 2086)
fbn-notice-file-number: No. 2016-050771 (1108, 864, 1170, 874)
fbn-notice (833, 854, 1090, 980)
fbn-notice-file-number: No. 2016-050213 (1108, 1687, 1170, 1697)
fbn-notice-body: The following person(s) is (are) doing business as: JCR INTERIOR PLANT SERVICES, 145 E. 234TH PL., CARSON, CA 90745. This business is conducted by: AN INDIVIDUAL. Signed: JUAN C. RAMIREZ. This statement was filed with the County Clerk of Los Angeles County on 02/25/2016. The registrant(s) has (have) commenced to transact business under the fictitious business name or names listed above on N/A. NOTICE- This Fictitious Name Statement expires five years from the date it was filed in the office of the County Clerk. A new Fictitious Business Name Statement must be filed prior to that date. The filing of this statement does not of itself authorize the use in this state of a Fictitious Business Name in violation of the rights of another under Federal, State, or common law (See section 14411 et seq. Business and Professions Code)(Publish: Mountain Views News Dates Pub: March 05, 12, 19, 26, 2016 (559, 316, 815, 422)
fbn-notice-file-number: No. 2016-048713 (1108, 170, 1170, 179)
petition-body (559, 1577, 815, 2319)
fbn-notice (833, 1275, 1090, 1400)
fbn-notice-heading: FICTITIOUS BUSINESS NAME STATEMENT File (1108, 854, 1306, 864)
fbn-notice-heading: FICTITIOUS BUSINESS NAME STATEMENT File (1108, 434, 1306, 444)
fbn-notice-heading: FICTITIOUS BUSINESS NAME STATEMENT File (1108, 1266, 1306, 1276)
fbn-notice (833, 1823, 1090, 1949)
fbn-notice-file-number: No. 2016-051417 (559, 864, 621, 874)
fbn-notice-body: The following person(s) is (are) doing business as: ZELAYA TRUCKING, 10925 S. INGLEWOOD AVE., INGLEWOOD, CA 90304. This business is conducted by: AN INDIVIDUAL. Signed: MARVIN G. ZELAYA. This statement was filed with the County Clerk of Los Angeles County on 02/25/2016. The registrant(s) has (have) commenced to transact business under the fictitious business name or names listed above on N/A. NOTICE- This Fictitious Name Statement expires five years from the date it was filed in the office of the County Clerk. A new Fictitious Business Name Statement must be filed prior to that date. The filing of this statement does not of itself authorize the use in this state of a Fictitious Business Name in violation of the rights of another under Federal, State, or common law (See section 14411 et seq. Business and Professions Code)(Publish: Mountain Views News Dates Pub: March 05, 12, 19, 26, 2016 (1108, 1148, 1364, 1254)
fbn-notice-heading: FICTITIOUS BUSINESS NAME STATEMENT File (833, 2235, 1032, 2245)
fbn-notice (559, 160, 815, 285)
paragraph: Date: Quality Loan Service Corporation 411 Ivy Street San Diego, CA 92101 619-645-7711 For NON SALE information only Sale Line: 888-988-6736 Or Login to: http://www.qualityloan.com Reinstatement Line: (866) 645-7711 Ext 5318 (10, 2216, 541, 2264)
fbn-notice-body: The following person(s) is (are) doing business as: VELA VERMONT MOBILE HOME PARK, 13733 S. VERMONT AVE., GARDENA, CA 90247. This business is conducted by: A LIMITED PARTNERSHIP. Signed: WAYNE YANG, GENERAL PARTNER. This statement was filed with the County Clerk of Los Angeles County on 02/29/2016. The registrant(s) has (have) commenced to transact business under the fictitious business name or names listed above on N/A. NOTICE- This Fictitious Name Statement expires five years from the date it was filed in the office of the County Clerk. A new Fictitious Business Name Statement must be filed prior to that date. The filing of this statement does not of itself authorize the use in this state of a Fictitious Business Name in violation of the rights of another under Federal, State, or common law (See section 14411 et seq. Business and Professions Code)(Publish: Mountain Views News Dates Pub: March 05, 12, 19, 26, 2016 (1108, 728, 1364, 843)
fbn-notice-heading: FICTITIOUS BUSINESS NAME STATEMENT File (1108, 571, 1306, 581)
fbn-notice-body: The following person(s) is (are) doing business as: WILSHIRE WEST CLEANERS, 11301 WILSHIRE BLVD. #104, LOS ANGELES, CA 90025. This business is conducted by: A CORPORATION. Signed: HAGOP DERBAGHDASARIAN, PRESIDENT. This statement was filed with the County Clerk of Los Angeles County on 02/26/2016. The registrant(s) has (have) commenced to transact business under the fictitious business name or names listed above on N/A. NOTICE- This Fictitious Name Statement expires five years from the date it was filed in the office of the County Clerk. A new Fictitious Business Name Statement must be filed prior to that date. The filing of this statement does not of itself authorize the use in this state of a Fictitious Business Name in violation of the rights of another under Federal, State, or common law (See section 14411 et seq. Business and Professions Code)(Publish: Mountain Views News Dates Pub: March 05, 12, 19, 26, 2016 (1108, 1971, 1364, 2086)
paragraph: Other California statutes and legal authority may affect your rights as a creditor. You may want to consult with an attorney knowledgeable in California law. (559, 2177, 815, 2217)
trustee-sale-default-warning: YOU ARE IN DEFAULT UNDER A DEED OF TRUST DATED 7/20/2006. UNLESS YOU TAKE ACTION TO PROTECT YOUR PROPERTY, IT MAY BE SOLD AT A PUBLIC SALE. IF YOU NEED AN EXPLANATION OF THE NATURE OF THE PROCEEDING AGAINST YOU, YOU SHOULD CONTACT A LAWYER. (25, 1192, 526, 1256)
fbn-notice-file-number: No. 2016-048225 (833, 1559, 896, 1569)
date-line: Mountain Views-News Saturday, March 26, 2016 (979, 88, 1368, 109)
fbn-notice-file-number: No. 2016-049918 (559, 444, 621, 454)
attorney-lines (559, 2345, 815, 2413)
fbn-notice-body: The following person(s) is (are) doing business as: MB DISCOUNT STORE, 4326 E. OLYMPIC BLVD., LOS ANGELES, CA 90023. This business is conducted by: A MARRIED COUPLE. Signed: MARTHA BANUELOS. This statement was filed with the County Clerk of Los Angeles County on 02/23/2016. The registrant(s) has (have) commenced to transact business under the fictitious business name or names listed above on N/A. NOTICE- This Fictitious Name Statement expires five years from the date it was filed in the office of the County Clerk. A new Fictitious Business Name Statement must be filed prior to that date. The filing of this statement does not of itself authorize the use in this state of a Fictitious Business Name in violation of the rights of another under Federal, State, or common law (See section 14411 et seq. Business and Professions Code)(Publish: Mountain Views News Dates Pub: March 05, 12, 19, 26, 2016 (559, 1011, 815, 1117)
fbn-notice-file-number: No. 2016-051509 (1108, 1001, 1170, 1011)
fbn-notice (1108, 434, 1364, 559)
fbn-notice-heading: FICTITIOUS BUSINESS NAME STATEMENT File (833, 169, 1032, 178)
fbn-notice-heading: FICTITIOUS BUSINESS NAME STATEMENT File (10, 306, 209, 316)
fbn-notice (1108, 297, 1364, 422)
fbn-notice (1108, 1403, 1364, 1529)
fbn-notice (833, 1549, 1090, 1675)
easter-egg-svg (1122, 2246, 1367, 2510)
fbn-notice-body: The following person(s) is (are) doing business as: MORNING GLORY CAFE, 4518 HUNTINGTON DR., LOS ANGELES, CA 90032. This business is conducted by: AN INDIVIDUAL. Signed: MARISOL ORTEGA. This statement was filed with the County Clerk of Los Angeles County on 02/24/2016. The registrant(s) has (have) commenced to transact business under the fictitious business name or names listed above on N/A. NOTICE- This Fictitious Name Statement expires five years from the date it was filed in the office of the County Clerk. A new Fictitious Business Name Statement must be filed prior to that date. The filing of this statement does not of itself authorize the use in this state of a Fictitious Business Name in violation of the rights of another under Federal, State, or common law (See section 14411 et seq. Business and Professions Code)(Publish: Mountain Views News Dates Pub: March 05, 12, 19, 26, 2016 (10, 188, 267, 294)
easter-egg-graphic (1122, 2246, 1367, 2510)
fbn-notice-heading: FICTITIOUS BUSINESS NAME STATEMENT File (1108, 992, 1306, 1001)
fbn-notice-file-number: No. 2016-046582 (559, 170, 621, 179)
fbn-notice-file-number: No. 2016-049317 (1108, 1276, 1170, 1286)
paragraph: QUALITY MAY BE CONSIDERED A DEBT COLLECTOR ATTEMPTING TO COLLECT A DEBT AND ANY INFORMATION OBTAINED WILL BE USED FOR THAT PURPOSE. (10, 2177, 541, 2209)
fbn-notice-heading: FICTITIOUS BUSINESS NAME STATEMENT File (833, 443, 1032, 453)
paragraph: A PETITION FOR PROBATE has been filed by Susan D. Gosserand in the Superior Court of California, County of LOS ANGELES. (559, 1623, 815, 1662)
fbn-notice-heading: FICTITIOUS BUSINESS NAME STATEMENT File (284, 863, 483, 873)
fbn-notice (559, 708, 815, 843)
fbn-notice-body: The following person(s) is (are) doing business as: LA PRINTING & GRAPHICS, INC., 15951 S. MAIN ST., LOS ANGELES, CA 90061. This business is conducted by: A CORPORATION. Signed: RICARDO PORTILLO, PRESIDENT. This statement was filed with the County Clerk of Los Angeles County on 02/23/2016. The registrant(s) has (have) commenced to transact business under the fictitious business name or names listed above on N/A. NOTICE- This Fictitious Name Statement expires five years from the date it was filed in the office of the County Clerk. A new Fictitious Business Name Statement must be filed prior to that date. The filing of this statement does not of itself authorize the use in this state of a Fictitious Business Name in violation of the rights of another under Federal, State, or common law (See section 14411 et seq. Business and Professions Code)(Publish: Mountain Views News Dates Pub: March 05, 12, 19, 26, 2016 (833, 325, 1090, 431)
fbn-notice (1108, 854, 1364, 980)
fbn-notice-file-number: No. 2016-049355 (284, 453, 347, 462)
fbn-notice-heading: FICTITIOUS BUSINESS NAME STATEMENT File (559, 434, 758, 444)
fbn-notice (833, 169, 1090, 294)
fbn-notice (284, 580, 541, 705)
fbn-notice-file-number: No. 2016-049502 (559, 1139, 621, 1148)
fbn-notice-file-number: No. 2016-046561 (833, 453, 896, 462)
